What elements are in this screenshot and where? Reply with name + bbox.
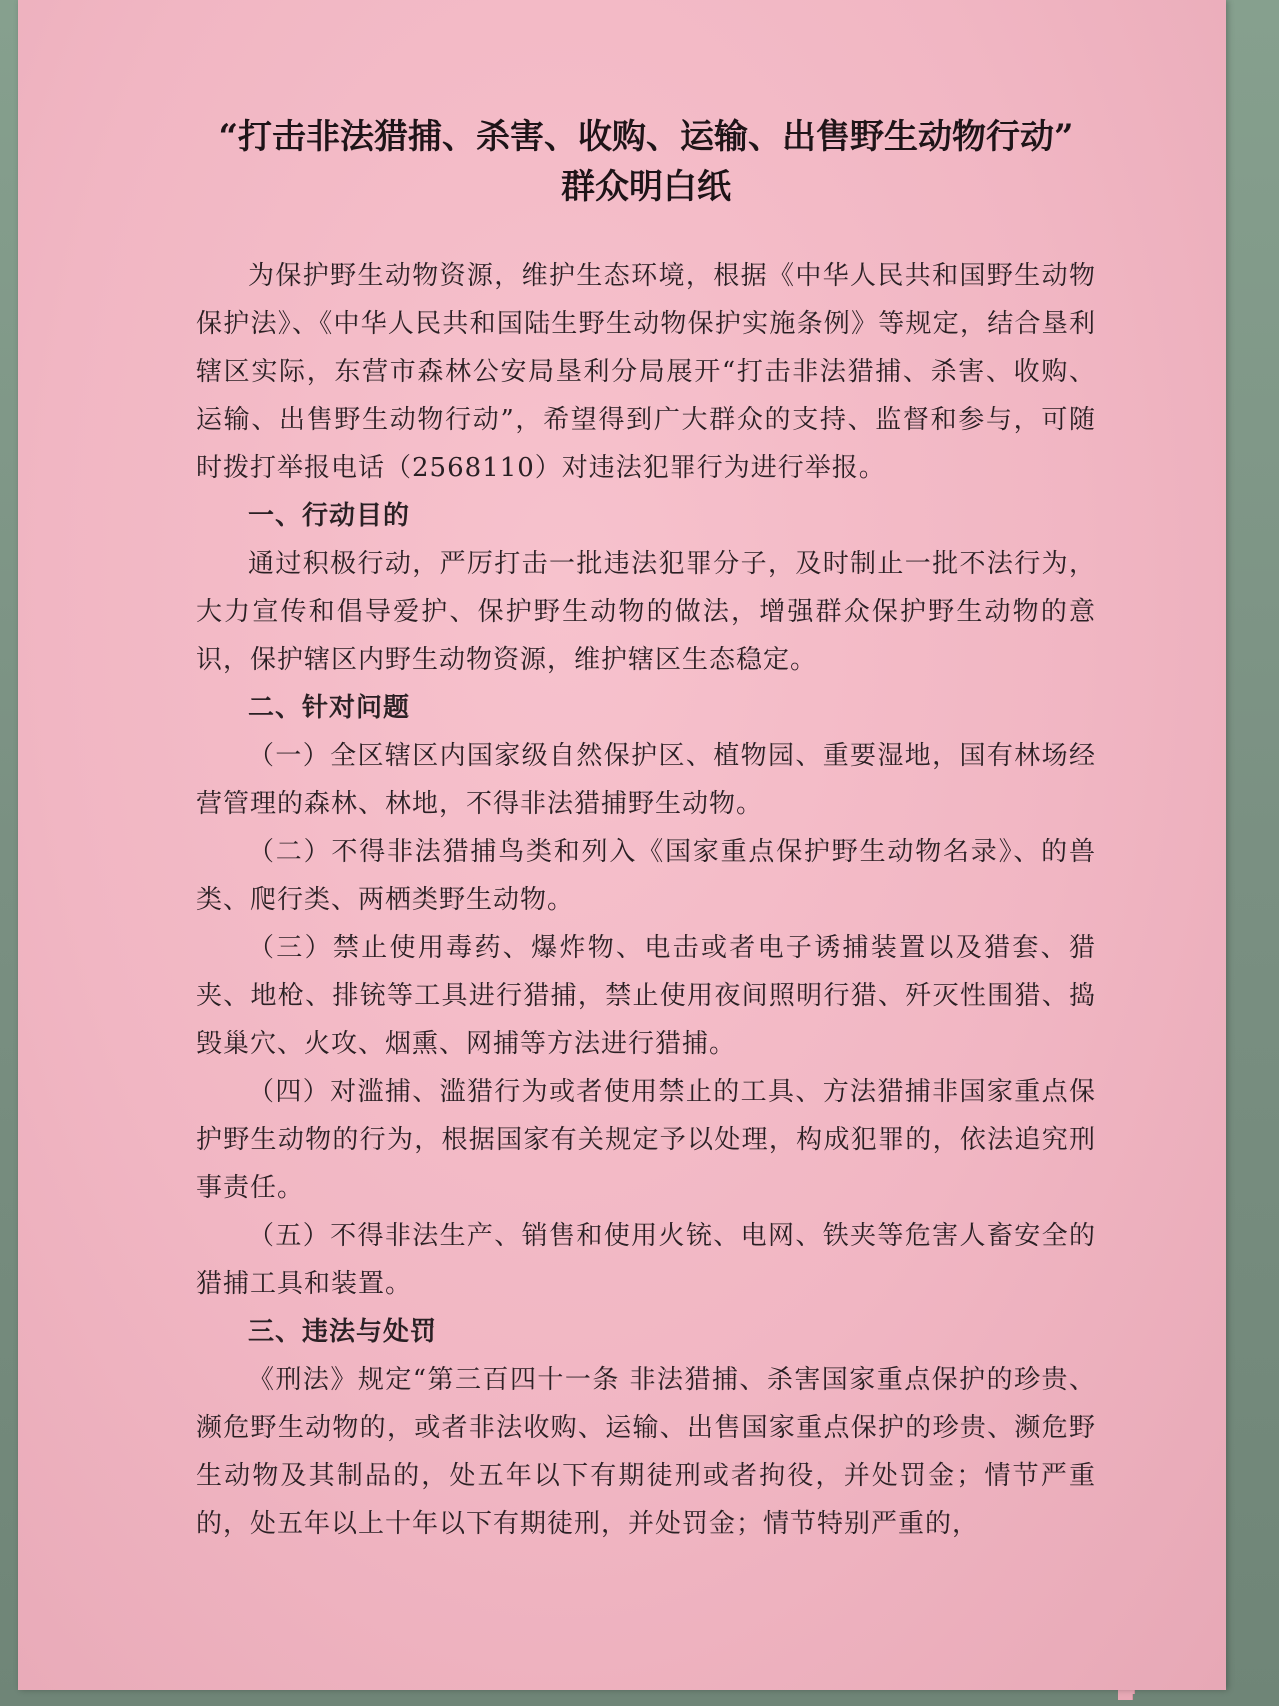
section2-item-3: （三）禁止使用毒药、爆炸物、电击或者电子诱捕装置以及猎套、猎夹、地枪、排铳等工具进行猎捕，禁止使用夜间照明行猎、歼灭性围猎、捣毁巢穴、火攻、烟熏、网捕等方法进行猎捕。 <box>196 933 1096 1059</box>
section2-heading: 二、针对问题 <box>248 693 411 723</box>
section3-heading: 三、违法与处罚 <box>248 1317 438 1347</box>
section2-item-1: （一）全区辖区内国家级自然保护区、植物园、重要湿地，国有林场经营管理的森林、林地，不得非法猎捕野生动物。 <box>196 741 1096 819</box>
document-title-line2: 群众明白纸 <box>561 167 731 207</box>
section1-paragraph: 通过积极行动，严厉打击一批违法犯罪分子，及时制止一批不法行为，大力宣传和倡导爱护、保护野生动物的做法，增强群众保护野生动物的意识，保护辖区内野生动物资源，维护辖区生态稳定。 <box>196 549 1096 675</box>
intro-paragraph: 为保护野生动物资源，维护生态环境，根据《中华人民共和国野生动物保护法》、《中华人民共和国陆生野生动物保护实施条例》等规定，结合垦利辖区实际，东营市森林公安局垦利分局展开“打击非法猎捕、杀害、收购、运输、出售野生动物行动”，希望得到广大群众的支持、监督和参与，可随时拨打举报电话（2568110）对违法犯罪行为进行举报。 <box>196 261 1096 483</box>
paper-sheet <box>18 0 1226 1690</box>
section2-item-4: （四）对滥捕、滥猎行为或者使用禁止的工具、方法猎捕非国家重点保护野生动物的行为，根据国家有关规定予以处理，构成犯罪的，依法追究刑事责任。 <box>196 1077 1096 1203</box>
section1-heading: 一、行动目的 <box>248 501 411 531</box>
section3-paragraph: 《刑法》规定“第三百四十一条 非法猎捕、杀害国家重点保护的珍贵、濒危野生动物的，或者非法收购、运输、出售国家重点保护的珍贵、濒危野生动物及其制品的，处五年以下有期徒刑或者拘役，并处罚金；情节严重的，处五年以上十年以下有期徒刑，并处罚金；情节特别严重的， <box>196 1365 1096 1539</box>
section2-item-5: （五）不得非法生产、销售和使用火铳、电网、铁夹等危害人畜安全的猎捕工具和装置。 <box>196 1221 1096 1299</box>
document-title-line1: “打击非法猎捕、杀害、收购、运输、出售野生动物行动” <box>218 117 1074 157</box>
document-body <box>196 112 1096 1548</box>
section2-item-2: （二）不得非法猎捕鸟类和列入《国家重点保护野生动物名录》、的兽类、爬行类、两栖类野生动物。 <box>196 837 1096 915</box>
